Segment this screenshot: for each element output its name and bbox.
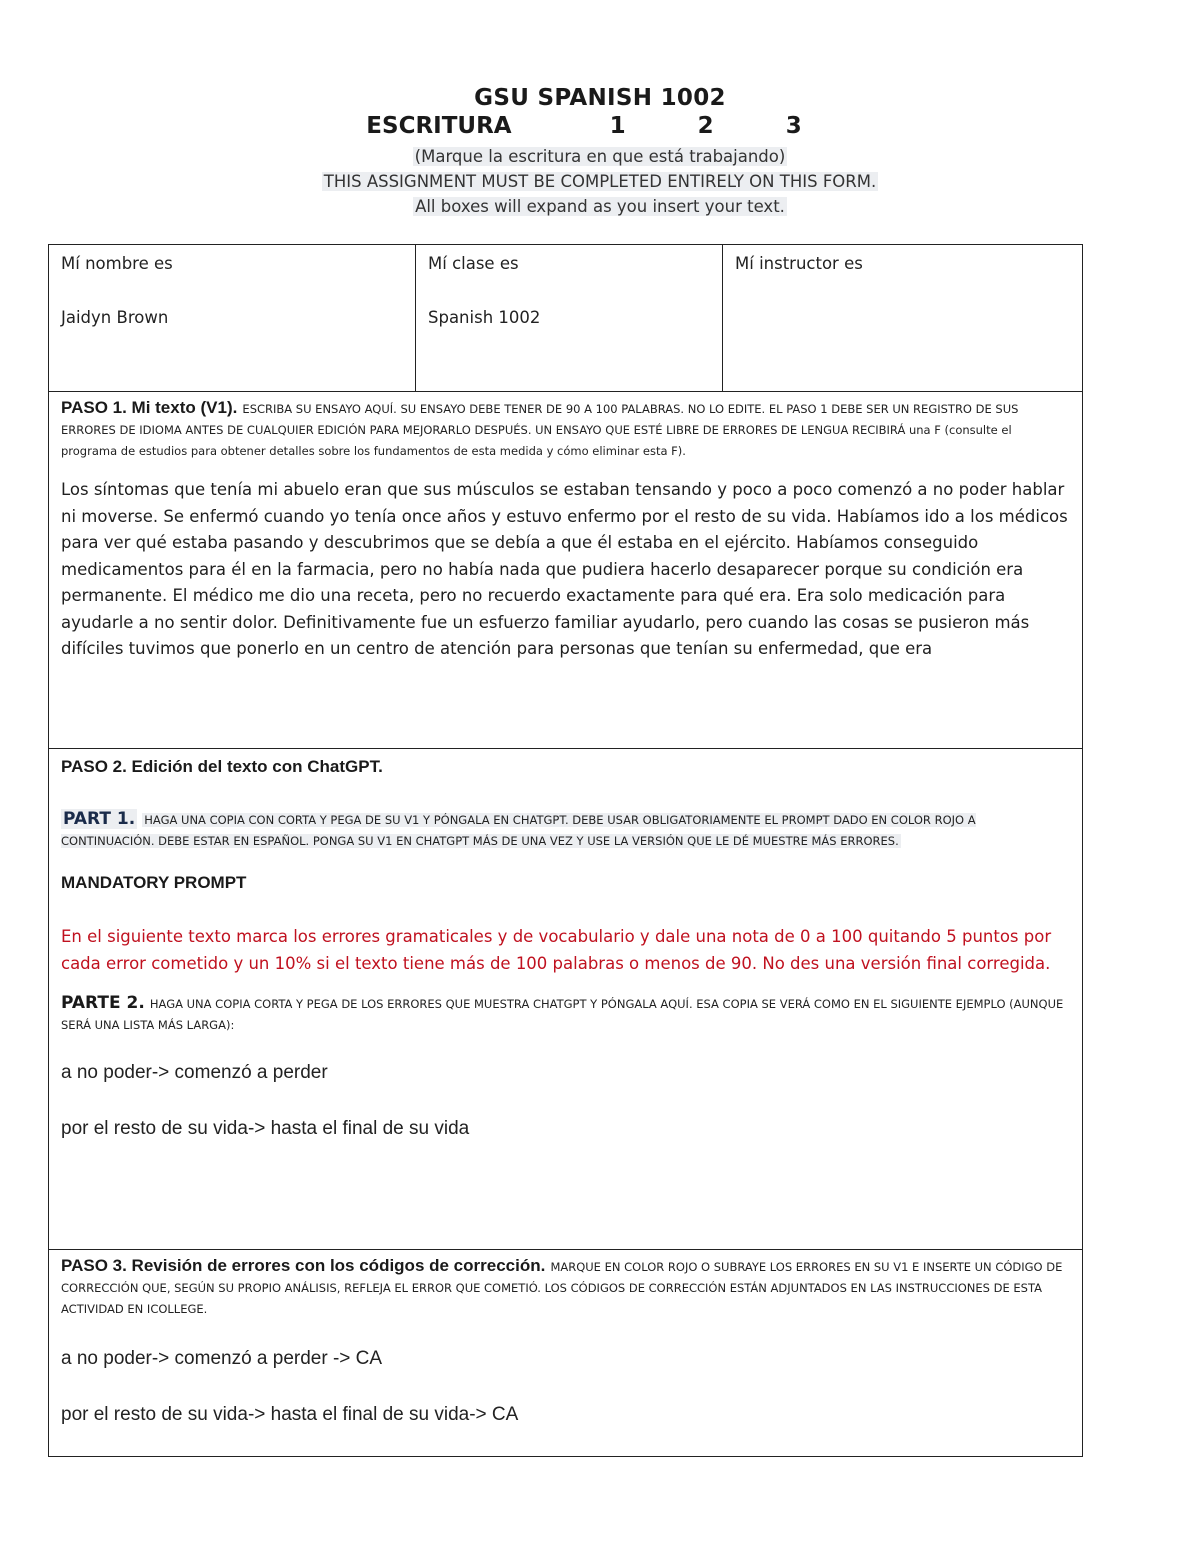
paso1-instructions: ESCRIBA SU ENSAYO AQUÍ. SU ENSAYO DEBE TENER DE 90 A 100 PALABRAS. NO LO EDITE. EL PASO 1 DEBE SER UN REGISTRO DE SUS ERRORES DE IDIOMA ANTES DE CUALQUIER EDICIÓN PARA MEJORARLO DESPUÉS. UN ENSAYO QUE ESTÉ LIBRE DE ERRORES DE LENGUA RECIBIRÁ una F (consulte el programa de estudios para obtener detalles sobre los fundamentos de esta medida y cómo eliminar esta F). [61, 402, 1019, 458]
escritura-instruction: (Marque la escritura en que está trabajando) [414, 147, 786, 166]
escritura-option-3[interactable]: 3 [785, 113, 802, 139]
paso1-header [61, 398, 1070, 461]
paso3-header [61, 1256, 1070, 1319]
document-header [0, 84, 1200, 219]
part1-instructions: HAGA UNA COPIA CON CORTA Y PEGA DE SU V1 Y PÓNGALA EN CHATGPT. DEBE USAR OBLIGATORIAMENTE EL PROMPT DADO EN COLOR ROJO A CONTINUACIÓN. DEBE ESTAR EN ESPAÑOL. PONGA SU V1 EN CHATGPT MÁS DE UNA VEZ Y USE LA VERSIÓN QUE LE DÉ MUESTRE MÁS ERRORES. [61, 813, 976, 848]
name-value[interactable]: Jaidyn Brown [61, 308, 169, 327]
mandatory-prompt-label: MANDATORY PROMPT [61, 873, 247, 892]
paso3-heading: PASO 3. Revisión de errores con los códigos de corrección. [61, 1256, 546, 1275]
paso3-instructions: MARQUE EN COLOR ROJO O SUBRAYE LOS ERRORES EN SU V1 E INSERTE UN CÓDIGO DE CORRECCIÓN QUE, SEGÚN SU PROPIO ANÁLISIS, REFLEJA EL ERROR QUE COMETIÓ. LOS CÓDIGOS DE CORRECCIÓN ESTÁN ADJUNTADOS EN LAS INSTRUCCIONES DE ESTA ACTIVIDAD EN ICOLLEGE. [61, 1260, 1063, 1316]
escritura-option-1[interactable]: 1 [609, 113, 626, 139]
paso2-example-1[interactable]: a no poder-> comenzó a perder [61, 1062, 328, 1083]
paso1-heading: PASO 1. Mi texto (V1). [61, 398, 238, 417]
class-cell[interactable] [416, 245, 723, 392]
part2-label: PARTE 2. [61, 993, 145, 1013]
paso3-example-1[interactable]: a no poder-> comenzó a perder -> CA [61, 1348, 383, 1369]
paso3-section[interactable] [49, 1250, 1083, 1457]
part2-instructions: HAGA UNA COPIA CORTA Y PEGA DE LOS ERRORES QUE MUESTRA CHATGPT Y PÓNGALA AQUÍ. ESA COPIA SE VERÁ COMO EN EL SIGUIENTE EJEMPLO (AUNQUE SERÁ UNA LISTA MÁS LARGA): [61, 997, 1064, 1032]
paso2-heading: PASO 2. Edición del texto con ChatGPT. [61, 757, 383, 776]
escritura-selector [0, 112, 1200, 140]
part1-label: PART 1. [63, 809, 136, 829]
mandatory-prompt-text: En el siguiente texto marca los errores gramaticales y de vocabulario y dale una nota de 0 a 100 quitando 5 puntos por cada error cometido y un 10% si el texto tiene más de 100 palabras o menos de 90. No des una versión final corregida. [61, 927, 1052, 973]
paso2-example-2[interactable]: por el resto de su vida-> hasta el final de su vida [61, 1118, 470, 1139]
paso3-example-2[interactable]: por el resto de su vida-> hasta el final de su vida-> CA [61, 1404, 519, 1425]
expand-note: All boxes will expand as you insert your text. [415, 197, 785, 216]
part2-block [61, 993, 1070, 1035]
must-complete-note: THIS ASSIGNMENT MUST BE COMPLETED ENTIRELY ON THIS FORM. [323, 172, 877, 191]
essay-text[interactable]: Los síntomas que tenía mi abuelo eran que sus músculos se estaban tensando y poco a poco comenzó a no poder hablar ni moverse. Se enfermó cuando yo tenía once años y estuvo enfermo por el resto de su vida. Habíamos ido a los médicos para ver qué estaba pasando y descubrimos que se debía a que él estaba en el ejército. Habíamos conseguido medicamentos para él en la farmacia, pero no había nada que pudiera hacerlo desaparecer porque su condición era permanente. El médico me dio una receta, pero no recuerdo exactamente para qué era. Era solo medicación para ayudarle a no sentir dolor. Definitivamente fue un esfuerzo familiar ayudarlo, pero cuando las cosas se pusieron más difíciles tuvimos que ponerlo en un centro de atención para personas que tenían su enfermedad, que era [61, 480, 1068, 658]
part1-block [61, 809, 1070, 851]
instructor-cell[interactable] [723, 245, 1083, 392]
name-cell[interactable] [49, 245, 416, 392]
paso2-section[interactable] [49, 749, 1083, 1250]
escritura-option-2[interactable]: 2 [697, 113, 714, 139]
class-label: Mí clase es [428, 254, 519, 273]
name-label: Mí nombre es [61, 254, 173, 273]
instructor-label: Mí instructor es [735, 254, 863, 273]
course-title: GSU SPANISH 1002 [474, 85, 726, 111]
assignment-form [48, 244, 1083, 1457]
class-value[interactable]: Spanish 1002 [428, 308, 541, 327]
paso1-section[interactable] [49, 392, 1083, 749]
escritura-label: ESCRITURA [366, 113, 512, 139]
